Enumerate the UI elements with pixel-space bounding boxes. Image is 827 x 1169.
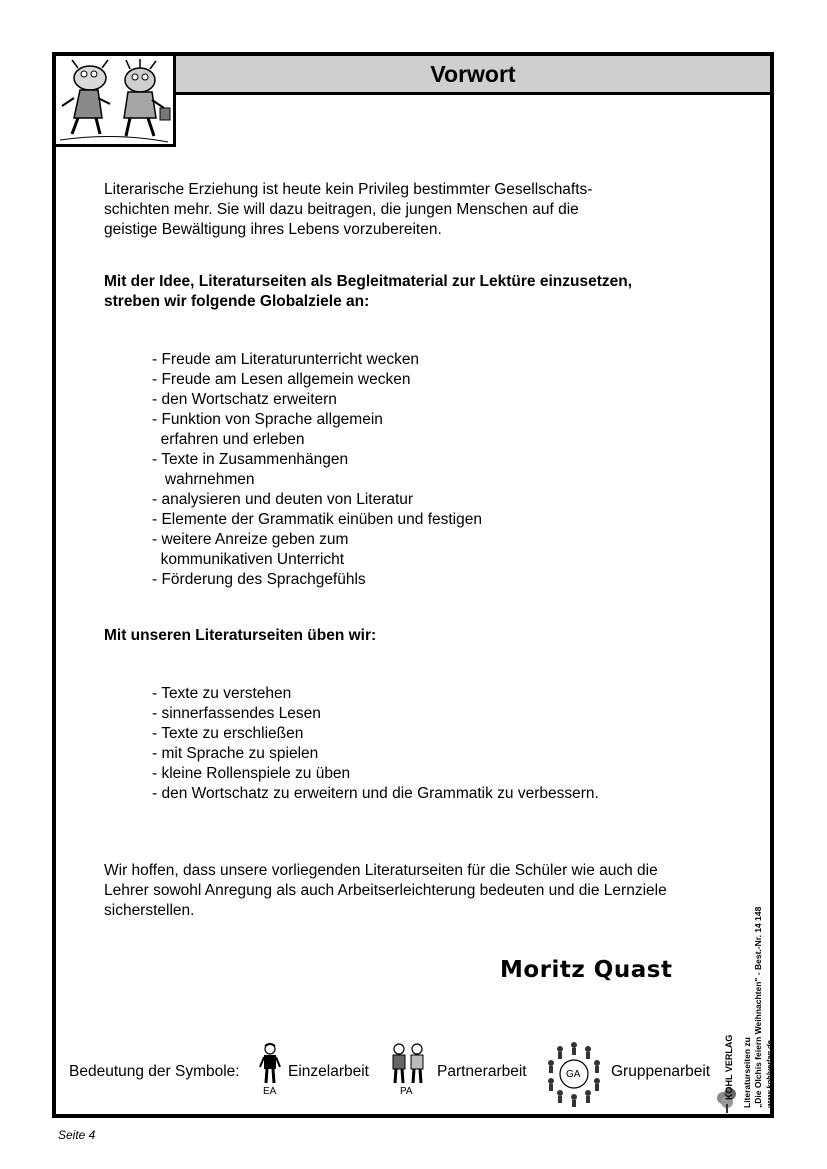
list-item: wahrnehmen bbox=[152, 471, 255, 488]
pair-abbr: PA bbox=[400, 1086, 413, 1097]
group-abbr: GA bbox=[566, 1069, 581, 1080]
goals-heading-line: streben wir folgende Globalziele an: bbox=[104, 293, 370, 310]
side-line-order: „Die Olchis feiern Weihnachten" - Best.-Nr. 14 148 bbox=[753, 906, 763, 1108]
closing-line: sicherstellen. bbox=[104, 902, 195, 919]
legend-single: Einzelarbeit bbox=[288, 1063, 369, 1080]
olchis-figures-icon bbox=[56, 56, 173, 144]
intro-line: geistige Bewältigung ihres Lebens vorzubereiten. bbox=[104, 221, 442, 238]
list-item: - Förderung des Sprachgefühls bbox=[152, 571, 366, 588]
page-number: Seite 4 bbox=[58, 1128, 96, 1142]
list-item: - Texte in Zusammenhängen bbox=[152, 451, 349, 468]
list-item: - weitere Anreize geben zum bbox=[152, 531, 349, 548]
list-item: erfahren und erleben bbox=[152, 431, 305, 448]
signature: Moritz Quast bbox=[500, 957, 673, 983]
goals-list bbox=[152, 350, 482, 590]
list-item: - Elemente der Grammatik einüben und festigen bbox=[152, 511, 482, 528]
list-item: - Texte zu verstehen bbox=[152, 685, 292, 702]
list-item: - den Wortschatz zu erweitern und die Grammatik zu verbessern. bbox=[152, 785, 599, 802]
list-item: kommunikativen Unterricht bbox=[152, 551, 345, 568]
goals-heading-line: Mit der Idee, Literaturseiten als Begleitmaterial zur Lektüre einzusetzen, bbox=[104, 273, 633, 290]
closing-line: Wir hoffen, dass unsere vorliegenden Literaturseiten für die Schüler wie auch die bbox=[104, 862, 658, 879]
side-url: www.kohlverlag.de bbox=[765, 1040, 774, 1108]
list-item: - analysieren und deuten von Literatur bbox=[152, 491, 414, 508]
legend-group: Gruppenarbeit bbox=[611, 1063, 711, 1080]
title-bar bbox=[176, 56, 770, 95]
list-item: - Freude am Literaturunterricht wecken bbox=[152, 351, 420, 368]
side-line-title: Literaturseiten zu bbox=[742, 1037, 752, 1108]
closing-paragraph bbox=[104, 861, 667, 921]
intro-line: Literarische Erziehung ist heute kein Privileg bestimmter Gesellschafts- bbox=[104, 181, 593, 198]
single-abbr: EA bbox=[263, 1086, 277, 1097]
intro-paragraph bbox=[104, 180, 592, 240]
practice-heading: Mit unseren Literaturseiten üben wir: bbox=[104, 627, 377, 644]
page-title: Vorwort bbox=[430, 60, 516, 87]
list-item: - Funktion von Sprache allgemein bbox=[152, 411, 383, 428]
legend-pair: Partnerarbeit bbox=[437, 1063, 527, 1080]
side-publisher: KOHL VERLAG bbox=[724, 1034, 734, 1100]
list-item: - kleine Rollenspiele zu üben bbox=[152, 765, 351, 782]
side-info bbox=[742, 907, 764, 1108]
closing-line: Lehrer sowohl Anregung als auch Arbeitserleichterung bedeuten und die Lernziele bbox=[104, 882, 667, 899]
single-person-icon bbox=[259, 1043, 281, 1085]
list-item: - den Wortschatz erweitern bbox=[152, 391, 337, 408]
practice-list bbox=[152, 684, 599, 804]
pair-persons-icon bbox=[390, 1043, 426, 1085]
list-item: - Texte zu erschließen bbox=[152, 725, 304, 742]
intro-line: schichten mehr. Sie will dazu beitragen, die jungen Menschen auf die bbox=[104, 201, 579, 218]
legend-label: Bedeutung der Symbole: bbox=[69, 1063, 240, 1080]
olchis-illustration bbox=[56, 56, 176, 147]
list-item: - sinnerfassendes Lesen bbox=[152, 705, 321, 722]
goals-heading bbox=[104, 272, 632, 312]
list-item: - Freude am Lesen allgemein wecken bbox=[152, 371, 411, 388]
list-item: - mit Sprache zu spielen bbox=[152, 745, 319, 762]
